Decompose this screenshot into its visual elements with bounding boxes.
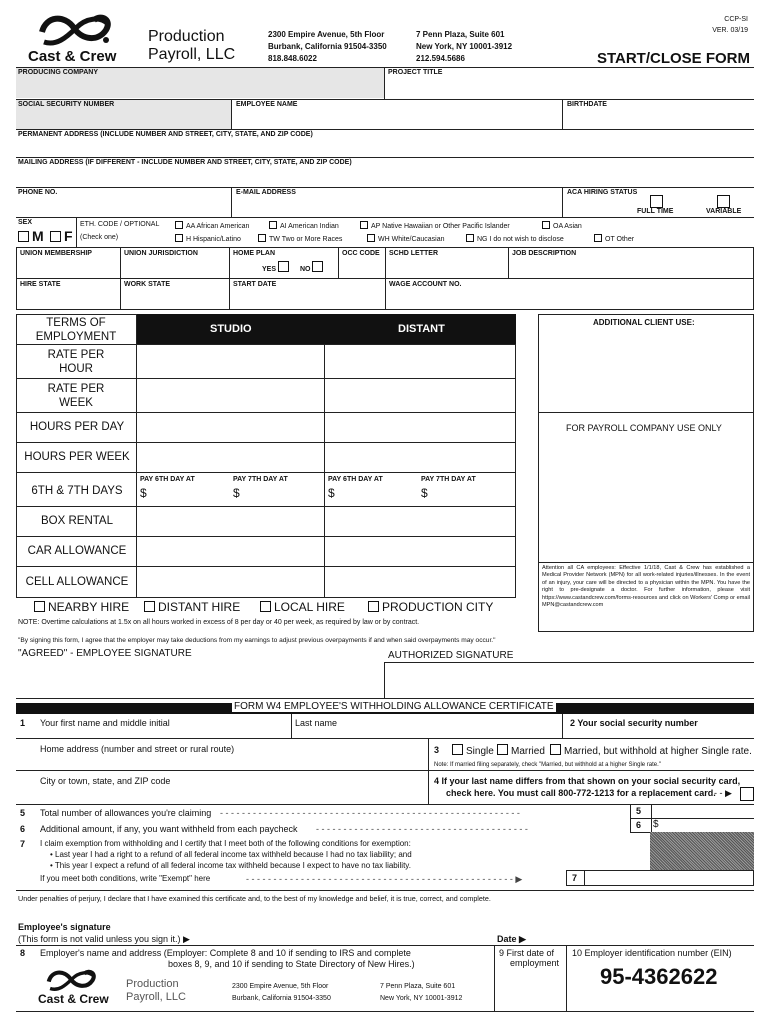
w4-line4-arrow-icon: - - ▶ [714,788,732,798]
sex-m-label: M [32,228,44,244]
w4-additional-amount-field[interactable]: $ [653,819,659,830]
w4-line4-checkbox[interactable] [740,787,754,801]
home-plan-yes[interactable] [262,261,292,273]
mailing-address-field[interactable]: MAILING ADDRESS (IF DIFFERENT - INCLUDE NUMBER AND STREET, CITY, STATE, AND ZIP CODE) [18,159,352,166]
production-city-option[interactable] [368,600,493,614]
w4-line4-text-b: check here. You must call 800-772-1213 for a replacement card. [446,788,716,798]
eth-tw-label: TW Two or More Races [269,236,343,243]
eth-h-checkbox[interactable] [175,234,183,242]
nearby-hire-checkbox[interactable] [34,601,45,612]
w4-line9-label: 9 First date of [499,948,555,958]
row-hours-per-day: HOURS PER DAY [29,421,125,433]
eth-ot-checkbox[interactable] [594,234,602,242]
header-phone-ny: 212.594.5686 [416,54,465,63]
w4-perjury-statement: Under penalties of perjury, I declare that I have examined this certificate and, to the best of my knowledge and belief, it is true, correct, and complete. [18,894,491,903]
footer-logo-company: Cast & Crew [38,992,109,1006]
w4-line6-number: 6 [20,824,26,834]
eth-ai-label: AI American Indian [280,223,339,230]
terms-header-label: TERMS OF EMPLOYMENT [35,317,117,343]
w4-single-option[interactable] [452,744,494,757]
w4-line5-leader: - - - - - - - - - - - - - - - - - - - - - - - - - - - - - - - - - - - - - - - - - - - - - - - - - - - - - - - [220,808,520,818]
footer-address-ny-1: 7 Penn Plaza, Suite 601 [380,983,456,990]
w4-line7-text-c: • This year I expect a refund of all federal income tax withheld because I expect to have no tax liability. [50,861,411,870]
hire-state-field[interactable]: HIRE STATE [20,281,61,288]
aca-status-label: ACA HIRING STATUS [567,189,638,196]
w4-box5-number: 5 [636,806,642,816]
w4-line7-text-a: I claim exemption from withholding and I certify that I meet both of the following conditions for exemption: [40,839,411,848]
sex-m-option[interactable] [18,228,44,244]
w4-married-checkbox[interactable] [497,744,508,755]
producing-company-field[interactable]: PRODUCING COMPANY [18,69,98,76]
eth-wh-option[interactable] [367,234,445,243]
logo-company-name: Cast & Crew [28,48,117,65]
additional-client-use-field[interactable]: ADDITIONAL CLIENT USE: [593,318,695,327]
full-time-label: FULL TIME [637,208,674,215]
sex-f-option[interactable] [50,228,73,244]
w4-line5-number: 5 [20,808,26,818]
schd-letter-field[interactable]: SCHD LETTER [389,250,438,257]
form-code: CCP-SI [724,16,748,23]
employee-name-field[interactable]: EMPLOYEE NAME [236,101,298,108]
home-plan-no-label: NO [300,266,311,273]
check-one-label: (Check one) [80,234,119,241]
w4-line3-note: Note: If married filing separately, check "Married, but withhold at a higher Single rate." [434,762,661,768]
w4-line1-number: 1 [20,718,26,728]
w4-married-option[interactable] [497,744,545,757]
w4-line4-text-a: 4 If your last name differs from that shown on your social security card, [434,776,741,786]
row-car-allowance: CAR ALLOWANCE [27,545,127,557]
eth-ai-option[interactable] [269,221,339,230]
eth-ap-option[interactable] [360,221,510,230]
header-address-ny-2: New York, NY 10001-3912 [416,42,513,51]
w4-married-higher-label: Married, but withhold at higher Single rate. [564,746,752,757]
email-field[interactable]: E-MAIL ADDRESS [236,189,296,196]
w4-box6-number: 6 [636,820,642,830]
studio-pay6-field[interactable]: $ [140,486,147,500]
studio-pay7-field[interactable]: $ [233,486,240,500]
w4-box7-number: 7 [572,873,578,883]
studio-pay6-label: PAY 6TH DAY AT [140,476,195,483]
w4-married-label: Married [511,746,545,757]
footer-logo [30,968,200,1008]
eth-tw-checkbox[interactable] [258,234,266,242]
w4-line10-label: 10 Employer identification number (EIN) [572,948,732,958]
w4-hatched-area [650,832,754,870]
eth-ng-label: NG I do not wish to disclose [477,236,564,243]
phone-field[interactable]: PHONE NO. [18,189,58,196]
row-6th-7th-days: 6TH & 7TH DAYS [31,485,123,497]
eth-oa-label: OA Asian [553,223,582,230]
footer-logo-payroll-2: Payroll, LLC [126,991,186,1003]
occ-code-field[interactable]: OCC CODE [342,250,380,257]
w4-line7-text-b: • Last year I had a right to a refund of all federal income tax withheld because I had no tax liability; and [50,850,412,859]
eth-h-label: H Hispanic/Latino [186,236,241,243]
agreement-text: "By signing this form, I agree that the employer may take deductions from my earnings to adjust previous overpayments if and when said overpayments may occur." [18,637,496,644]
row-box-rental: BOX RENTAL [41,515,113,527]
overtime-note: NOTE: Overtime calculations at 1.5x on all hours worked in excess of 8 per day or 40 per week, as required by law or by contract. [18,619,420,626]
mpn-notice: Attention all CA employees: Effective 1/1/18, Cast & Crew has established a Medical Provider Network (MPN) for all work-related injuries/illnesses. In the event of an injury, your care will be directed to a physician within the MPN. You have the right to pre-designate a doctor. For further information, please visit https://www.castandcrew.com/forms-resources and click on Workers' Comp or email MPN@castandcrew.com [542,565,750,609]
eth-ap-label: AP Native Hawaiian or Other Pacific Islander [371,223,510,230]
sex-f-checkbox[interactable] [50,231,61,242]
union-membership-field[interactable]: UNION MEMBERSHIP [20,250,92,257]
w4-employee-signature-field[interactable] [200,920,490,944]
w4-line8-text-a: Employer's name and address (Employer: Complete 8 and 10 if sending to IRS and complete [40,948,411,958]
form-title: START/CLOSE FORM [596,50,750,67]
header-address-ny-1: 7 Penn Plaza, Suite 601 [416,30,505,39]
permanent-address-field[interactable]: PERMANENT ADDRESS (INCLUDE NUMBER AND STREET, CITY, STATE, AND ZIP CODE) [18,131,313,138]
eth-aa-option[interactable] [175,221,249,230]
footer-logo-payroll-1: Production [126,978,179,990]
local-hire-checkbox[interactable] [260,601,271,612]
eth-aa-label: AA African American [186,223,250,230]
birthdate-field[interactable]: BIRTHDATE [567,101,607,108]
w4-line7-leader: - - - - - - - - - - - - - - - - - - - - - - - - - - - - - - - - - - - - - - - - - - - - - - - - - ▶ [246,874,523,884]
w4-line9-label-b: employment [510,958,560,968]
w4-ein-value: 95-4362622 [600,964,718,989]
variable-checkbox[interactable] [717,195,730,208]
distant-pay7-label: PAY 7TH DAY AT [421,476,476,483]
w4-line8-text-b: boxes 8, 9, and 10 if sending to State Directory of New Hires.) [168,959,415,969]
company-logo [22,12,132,64]
w4-married-higher-option[interactable] [550,744,752,757]
employee-signature-field[interactable] [16,662,382,698]
eth-ng-option[interactable] [466,234,564,243]
footer-film-reel-logo-icon [44,968,100,994]
w4-single-checkbox[interactable] [452,744,463,755]
project-title-field[interactable]: PROJECT TITLE [388,69,443,76]
w4-exempt-field[interactable] [585,871,753,885]
w4-date-field[interactable] [540,930,754,944]
logo-payroll-line1: Production [148,28,225,45]
union-jurisdiction-field[interactable]: UNION JURISDICTION [124,250,198,257]
w4-line6-leader: - - - - - - - - - - - - - - - - - - - - - - - - - - - - - - - - - - - - - - - [316,824,528,834]
w4-line8-number: 8 [20,948,26,958]
w4-ssn-field[interactable]: 2 Your social security number [570,718,698,728]
w4-employee-signature-note: (This form is not valid unless you sign it.) ▶ [18,934,190,944]
authorized-signature-field[interactable] [386,663,754,698]
wage-account-field[interactable]: WAGE ACCOUNT NO. [389,281,462,288]
nearby-hire-label: NEARBY HIRE [48,600,130,614]
distant-pay7-field[interactable]: $ [421,486,428,500]
sex-label: SEX [18,219,33,226]
start-date-field[interactable]: START DATE [233,281,277,288]
w4-city-field[interactable]: City or town, state, and ZIP code [40,776,171,786]
distant-column-header: DISTANT [398,323,445,335]
full-time-checkbox[interactable] [650,195,663,208]
work-state-field[interactable]: WORK STATE [124,281,171,288]
footer-address-burbank-1: 2300 Empire Avenue, 5th Floor [232,983,329,990]
w4-married-higher-checkbox[interactable] [550,744,561,755]
eth-ai-checkbox[interactable] [269,221,277,229]
production-city-label: PRODUCTION CITY [382,600,494,614]
local-hire-label: LOCAL HIRE [274,600,345,614]
ssn-field[interactable]: SOCIAL SECURITY NUMBER [18,101,115,108]
studio-pay7-label: PAY 7TH DAY AT [233,476,288,483]
distant-hire-option[interactable] [144,600,240,614]
w4-title: FORM W4 EMPLOYEE'S WITHHOLDING ALLOWANCE CERTIFICATE [234,701,554,712]
header-address-burbank-1: 2300 Empire Avenue, 5th Floor [268,30,385,39]
nearby-hire-option[interactable] [34,600,129,614]
sex-f-label: F [64,228,73,244]
header-address-burbank-2: Burbank, California 91504-3350 [268,42,387,51]
row-cell-allowance: CELL ALLOWANCE [25,576,129,588]
eth-code-label: ETH. CODE / OPTIONAL [80,221,160,228]
authorized-signature-label: AUTHORIZED SIGNATURE [388,650,514,661]
eth-aa-checkbox[interactable] [175,221,183,229]
form-version: VER. 03/19 [712,27,748,34]
w4-home-address-field[interactable]: Home address (number and street or rural route) [40,744,235,754]
footer-address-ny-2: New York, NY 10001-3912 [380,995,463,1002]
eth-ot-option[interactable] [594,234,634,243]
footer-address-burbank-2: Burbank, California 91504-3350 [232,995,331,1002]
header-phone-burbank: 818.848.6022 [268,54,317,63]
eth-ot-label: OT Other [605,236,635,243]
distant-hire-checkbox[interactable] [144,601,155,612]
eth-oa-checkbox[interactable] [542,221,550,229]
distant-pay6-label: PAY 6TH DAY AT [328,476,383,483]
logo-payroll-line2: Payroll, LLC [148,46,236,63]
eth-oa-option[interactable] [542,221,582,230]
variable-label: VARIABLE [706,208,742,215]
local-hire-option[interactable] [260,600,345,614]
sex-m-checkbox[interactable] [18,231,29,242]
film-reel-logo-icon [36,12,116,50]
eth-ap-checkbox[interactable] [360,221,368,229]
employee-signature-label: "AGREED" - EMPLOYEE SIGNATURE [18,648,192,659]
home-plan-no-checkbox[interactable] [312,261,323,272]
w4-employee-signature-label: Employee's signature [18,922,111,932]
row-rate-per-week: RATE PER WEEK [47,383,105,409]
w4-last-name-field[interactable]: Last name [295,718,338,728]
home-plan-yes-checkbox[interactable] [278,261,289,272]
row-rate-per-hour: RATE PER HOUR [47,349,105,375]
distant-hire-label: DISTANT HIRE [158,600,241,614]
home-plan-label: HOME PLAN [233,250,275,257]
w4-first-name-field[interactable]: Your first name and middle initial [40,718,170,728]
eth-wh-checkbox[interactable] [367,234,375,242]
w4-line7-number: 7 [20,839,26,849]
w4-line3-number: 3 [434,745,440,755]
eth-h-option[interactable] [175,234,241,243]
row-hours-per-week: HOURS PER WEEK [24,451,130,463]
w4-allowances-field[interactable] [650,804,754,819]
job-description-field[interactable]: JOB DESCRIPTION [512,250,577,257]
eth-tw-option[interactable] [258,234,342,243]
w4-date-label: Date ▶ [497,934,526,944]
eth-wh-label: WH White/Caucasian [378,236,445,243]
home-plan-yes-label: YES [262,266,277,273]
w4-line6-label: Additional amount, if any, you want withheld from each paycheck [40,824,298,834]
w4-single-label: Single [466,746,494,757]
eth-ng-checkbox[interactable] [466,234,474,242]
payroll-company-use-label: FOR PAYROLL COMPANY USE ONLY [566,423,722,433]
distant-pay6-field[interactable]: $ [328,486,335,500]
w4-line7-text-d: If you meet both conditions, write "Exempt" here [40,874,211,883]
home-plan-no[interactable] [300,261,326,273]
production-city-checkbox[interactable] [368,601,379,612]
studio-column-header: STUDIO [210,323,252,335]
w4-line5-label: Total number of allowances you're claiming [40,808,212,818]
